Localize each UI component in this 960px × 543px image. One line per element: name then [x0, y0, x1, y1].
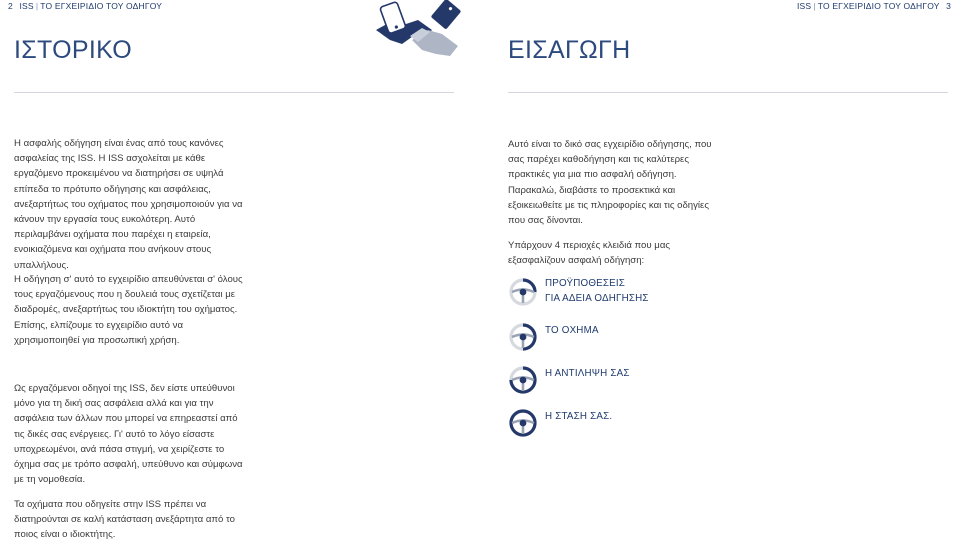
key-area-label: Η ΣΤΑΣΗ ΣΑΣ.	[545, 411, 613, 422]
steering-wheel-icon	[508, 408, 538, 438]
header-title-left: ΤΟ ΕΓΧΕΙΡΙΔΙΟ ΤΟΥ ΟΔΗΓΟΥ	[40, 1, 163, 11]
header-brand-left: ISS	[19, 1, 34, 11]
steering-wheel-icon	[508, 365, 538, 395]
header-left	[4, 1, 162, 11]
key-area-label: ΠΡΟΫΠΟΘΕΣΕΙΣ ΓΙΑ ΑΔΕΙΑ ΟΔΗΓΗΣΗΣ	[545, 278, 649, 304]
key-area-label: Η ΑΝΤΙΛΗΨΗ ΣΑΣ	[545, 368, 630, 379]
wheel-hub	[520, 334, 527, 341]
handshake-icon	[372, 0, 464, 62]
paragraph-audience: Η οδήγηση σ' αυτό το εγχειρίδιο απευθύνεται σ' όλους τους εργαζόμενους που η δουλειά τους σχετίζεται με διαδρομές, ανεξαρτήτως του ιδιοκτήτη του οχήματος. Επίσης, ελπίζουμε το εγχειρίδιο αυτό να χρησιμοποιηθεί για προσωπική χρήση.	[14, 274, 243, 346]
paragraph-key-areas: Υπάρχουν 4 περιοχές κλειδιά που μας εξασφαλίζουν ασφαλή οδήγηση:	[508, 240, 670, 267]
wheel-hub	[520, 377, 527, 384]
page-title-right: ΕΙΣΑΓΩΓΗ	[508, 36, 631, 64]
header-separator-right: |	[813, 1, 816, 11]
steering-wheel-icon	[508, 322, 538, 352]
page-number-right: 3	[946, 1, 951, 11]
key-area-item	[508, 322, 599, 352]
steering-wheel-icon	[508, 277, 538, 307]
page-number-left: 2	[8, 1, 13, 11]
divider-left	[14, 92, 454, 93]
paragraph-vehicle-condition: Τα οχήματα που οδηγείτε στην ISS πρέπει να διατηρούνται σε καλή κατάσταση ανεξάρτητα από το ποιος είναι ο ιδιοκτήτης.	[14, 499, 236, 541]
paragraph-intro: Αυτό είναι το δικό σας εγχειρίδιο οδήγησης, που σας παρέχει καθοδήγηση και τις καλύτερες πρακτικές για μια πιο ασφαλή οδήγηση. Παρακαλώ, διαβάστε το προσεκτικά και εξοικειωθείτε με τις πληροφορίες και τις οδηγίες που σας δίνονται.	[508, 139, 712, 227]
key-area-item	[508, 365, 630, 395]
wheel-hub	[520, 289, 527, 296]
key-area-item	[508, 408, 612, 438]
paragraph-safety-rule: Η ασφαλής οδήγηση είναι ένας από τους κανόνες ασφαλείας της ISS. Η ISS ασχολείται με κάθε εργαζόμενο προκειμένου να διατηρήσει σε υψηλά επίπεδα το πρότυπο οδήγησης και ασφάλειας, ανεξαρτήτως του οχήματος που χρησιμοποιούν για να κάνουν την εργασία τους ευκολότερη. Αυτό περιλαμβάνει οχήματα που παρέχει η εταιρεία, ενοικιαζόμενα και οχήματα που ανήκουν στους υπαλλήλους.	[14, 138, 243, 271]
page-title-left: ΙΣΤΟΡΙΚΟ	[14, 36, 133, 64]
key-area-label: ΤΟ ΟΧΗΜΑ	[545, 325, 599, 336]
header-right	[797, 1, 955, 11]
header-title-right: ΤΟ ΕΓΧΕΙΡΙΔΙΟ ΤΟΥ ΟΔΗΓΟΥ	[817, 1, 940, 11]
divider-right	[508, 92, 948, 93]
key-area-item	[508, 277, 649, 307]
paragraph-responsibility: Ως εργαζόμενοι οδηγοί της ISS, δεν είστε υπεύθυνοι μόνο για τη δική σας ασφάλεια αλλά και για την ασφάλεια των άλλων που μπορεί να επηρεαστεί από τις δικές σας ενέργειες. Γι' αυτό το λόγο είσαστε υποχρεωμένοι, ανά πάσα στιγμή, να χειρίζεστε το όχημα σας με τρόπο ασφαλή, υπεύθυνο και σύμφωνα με τη νομοθεσία.	[14, 383, 243, 486]
header-brand-right: ISS	[796, 1, 812, 11]
header-separator-left: |	[35, 1, 39, 11]
wheel-hub	[520, 420, 527, 427]
